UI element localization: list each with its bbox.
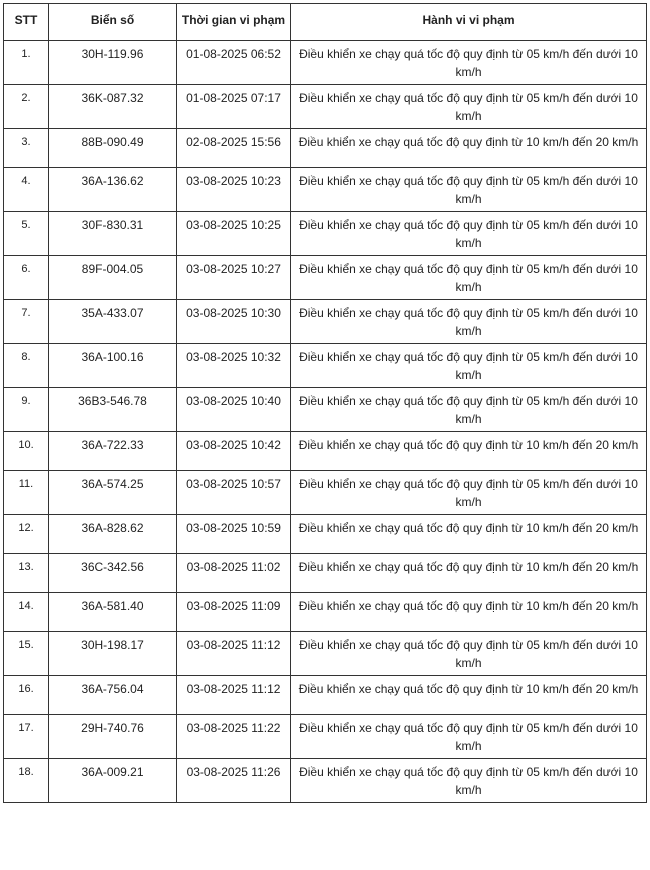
cell-violation: Điều khiển xe chạy quá tốc độ quy định từ 10 km/h đến 20 km/h	[291, 129, 647, 168]
table-row	[4, 212, 647, 256]
table-row	[4, 168, 647, 212]
cell-stt: 17.	[4, 715, 49, 759]
cell-violation: Điều khiển xe chạy quá tốc độ quy định từ 10 km/h đến 20 km/h	[291, 593, 647, 632]
cell-violation: Điều khiển xe chạy quá tốc độ quy định từ 05 km/h đến dưới 10 km/h	[291, 344, 647, 388]
cell-stt: 12.	[4, 515, 49, 554]
cell-time: 03-08-2025 10:27	[177, 256, 291, 300]
cell-time: 03-08-2025 10:57	[177, 471, 291, 515]
table-header-row	[4, 4, 647, 41]
cell-plate: 36B3-546.78	[49, 388, 177, 432]
cell-violation: Điều khiển xe chạy quá tốc độ quy định từ 10 km/h đến 20 km/h	[291, 554, 647, 593]
cell-time: 03-08-2025 10:23	[177, 168, 291, 212]
table-row	[4, 41, 647, 85]
table-row	[4, 759, 647, 803]
cell-time: 01-08-2025 06:52	[177, 41, 291, 85]
cell-time: 01-08-2025 07:17	[177, 85, 291, 129]
cell-plate: 36A-828.62	[49, 515, 177, 554]
cell-plate: 29H-740.76	[49, 715, 177, 759]
cell-violation: Điều khiển xe chạy quá tốc độ quy định từ 10 km/h đến 20 km/h	[291, 432, 647, 471]
table-row	[4, 300, 647, 344]
cell-plate: 36A-756.04	[49, 676, 177, 715]
cell-plate: 36A-136.62	[49, 168, 177, 212]
cell-stt: 9.	[4, 388, 49, 432]
cell-stt: 8.	[4, 344, 49, 388]
table-row	[4, 85, 647, 129]
header-plate: Biển số	[49, 4, 177, 41]
cell-plate: 30F-830.31	[49, 212, 177, 256]
cell-stt: 14.	[4, 593, 49, 632]
cell-plate: 36K-087.32	[49, 85, 177, 129]
cell-stt: 13.	[4, 554, 49, 593]
table-row	[4, 388, 647, 432]
table-row	[4, 593, 647, 632]
violations-table	[3, 3, 647, 803]
cell-plate: 36C-342.56	[49, 554, 177, 593]
cell-stt: 11.	[4, 471, 49, 515]
header-violation: Hành vi vi phạm	[291, 4, 647, 41]
cell-stt: 3.	[4, 129, 49, 168]
cell-time: 03-08-2025 10:25	[177, 212, 291, 256]
cell-violation: Điều khiển xe chạy quá tốc độ quy định từ 10 km/h đến 20 km/h	[291, 676, 647, 715]
cell-stt: 16.	[4, 676, 49, 715]
cell-time: 03-08-2025 11:26	[177, 759, 291, 803]
cell-time: 03-08-2025 10:40	[177, 388, 291, 432]
cell-plate: 88B-090.49	[49, 129, 177, 168]
cell-plate: 36A-722.33	[49, 432, 177, 471]
cell-time: 03-08-2025 10:59	[177, 515, 291, 554]
table-row	[4, 432, 647, 471]
table-row	[4, 129, 647, 168]
cell-stt: 5.	[4, 212, 49, 256]
cell-stt: 18.	[4, 759, 49, 803]
cell-time: 03-08-2025 11:02	[177, 554, 291, 593]
cell-time: 03-08-2025 10:32	[177, 344, 291, 388]
cell-plate: 36A-100.16	[49, 344, 177, 388]
table-body	[4, 41, 647, 803]
cell-plate: 30H-119.96	[49, 41, 177, 85]
cell-stt: 1.	[4, 41, 49, 85]
cell-time: 03-08-2025 11:22	[177, 715, 291, 759]
table-row	[4, 515, 647, 554]
cell-violation: Điều khiển xe chạy quá tốc độ quy định từ 05 km/h đến dưới 10 km/h	[291, 759, 647, 803]
cell-violation: Điều khiển xe chạy quá tốc độ quy định từ 05 km/h đến dưới 10 km/h	[291, 715, 647, 759]
cell-plate: 36A-009.21	[49, 759, 177, 803]
cell-violation: Điều khiển xe chạy quá tốc độ quy định từ 05 km/h đến dưới 10 km/h	[291, 471, 647, 515]
cell-stt: 6.	[4, 256, 49, 300]
cell-time: 03-08-2025 11:12	[177, 676, 291, 715]
table-row	[4, 632, 647, 676]
cell-time: 02-08-2025 15:56	[177, 129, 291, 168]
header-stt: STT	[4, 4, 49, 41]
cell-plate: 89F-004.05	[49, 256, 177, 300]
cell-stt: 10.	[4, 432, 49, 471]
cell-violation: Điều khiển xe chạy quá tốc độ quy định từ 05 km/h đến dưới 10 km/h	[291, 85, 647, 129]
cell-violation: Điều khiển xe chạy quá tốc độ quy định từ 05 km/h đến dưới 10 km/h	[291, 388, 647, 432]
cell-plate: 35A-433.07	[49, 300, 177, 344]
table-row	[4, 715, 647, 759]
cell-time: 03-08-2025 10:42	[177, 432, 291, 471]
cell-violation: Điều khiển xe chạy quá tốc độ quy định từ 05 km/h đến dưới 10 km/h	[291, 256, 647, 300]
table-row	[4, 471, 647, 515]
table-row	[4, 676, 647, 715]
cell-violation: Điều khiển xe chạy quá tốc độ quy định từ 05 km/h đến dưới 10 km/h	[291, 168, 647, 212]
cell-violation: Điều khiển xe chạy quá tốc độ quy định từ 05 km/h đến dưới 10 km/h	[291, 41, 647, 85]
table-row	[4, 554, 647, 593]
cell-violation: Điều khiển xe chạy quá tốc độ quy định từ 05 km/h đến dưới 10 km/h	[291, 212, 647, 256]
cell-stt: 15.	[4, 632, 49, 676]
cell-violation: Điều khiển xe chạy quá tốc độ quy định từ 10 km/h đến 20 km/h	[291, 515, 647, 554]
cell-plate: 36A-574.25	[49, 471, 177, 515]
table-row	[4, 344, 647, 388]
cell-time: 03-08-2025 11:12	[177, 632, 291, 676]
cell-stt: 2.	[4, 85, 49, 129]
cell-stt: 4.	[4, 168, 49, 212]
cell-plate: 30H-198.17	[49, 632, 177, 676]
cell-plate: 36A-581.40	[49, 593, 177, 632]
header-time: Thời gian vi phạm	[177, 4, 291, 41]
cell-stt: 7.	[4, 300, 49, 344]
cell-time: 03-08-2025 10:30	[177, 300, 291, 344]
cell-violation: Điều khiển xe chạy quá tốc độ quy định từ 05 km/h đến dưới 10 km/h	[291, 632, 647, 676]
table-row	[4, 256, 647, 300]
cell-violation: Điều khiển xe chạy quá tốc độ quy định từ 05 km/h đến dưới 10 km/h	[291, 300, 647, 344]
cell-time: 03-08-2025 11:09	[177, 593, 291, 632]
